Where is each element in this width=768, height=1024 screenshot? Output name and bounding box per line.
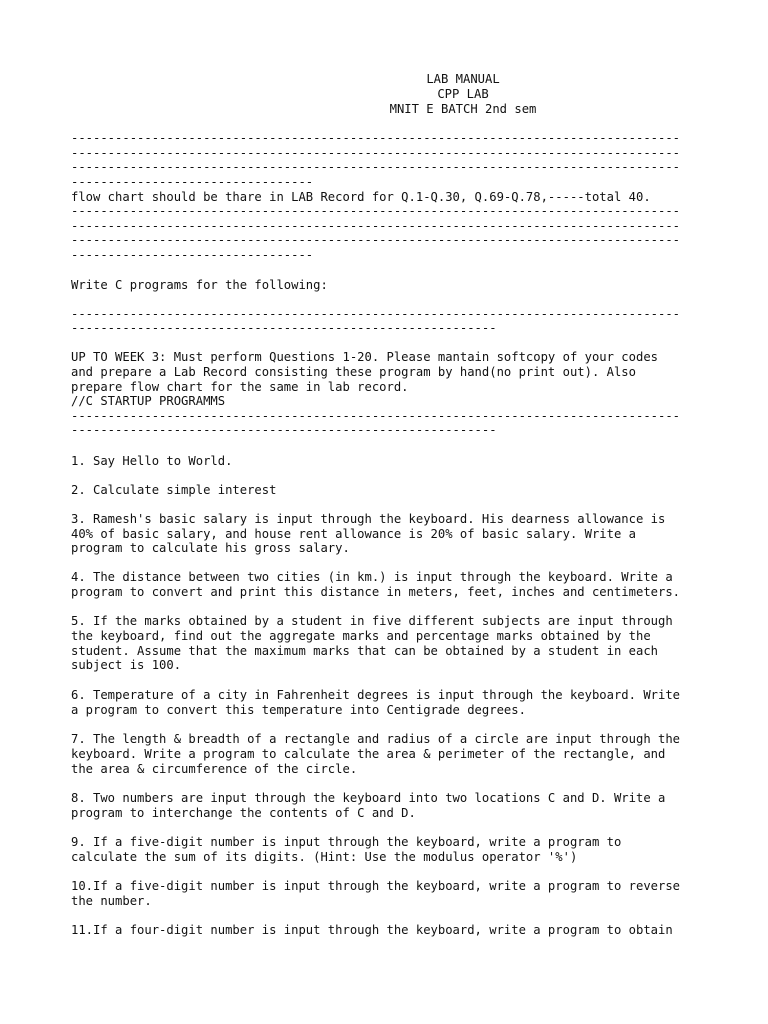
dash-separator: ----------------------------------------------------------------------------------- xyxy=(71,219,681,233)
question-4-line: program to convert and print this distance in meters, feet, inches and centimeters. xyxy=(71,585,681,599)
question-7-line: the area & circumference of the circle. xyxy=(71,762,358,776)
title-line-2: CPP LAB xyxy=(437,87,489,101)
dash-separator: ---------------------------------------------------------- xyxy=(71,423,497,437)
question-10-line: 10.If a five-digit number is input through the keyboard, write a program to reverse xyxy=(71,879,681,893)
question-7-line: 7. The length & breadth of a rectangle and radius of a circle are input through the xyxy=(71,732,681,746)
question-8-line: program to interchange the contents of C and D. xyxy=(71,806,416,820)
week-instruction-line: and prepare a Lab Record consisting these program by hand(no print out). Also xyxy=(71,365,636,379)
question-5-line: 5. If the marks obtained by a student in five different subjects are input through xyxy=(71,614,673,628)
question-5-line: the keyboard, find out the aggregate marks and percentage marks obtained by the xyxy=(71,629,651,643)
dash-separator: --------------------------------- xyxy=(71,248,314,262)
question-10-line: the number. xyxy=(71,894,152,908)
flow-chart-note: flow chart should be thare in LAB Record for Q.1-Q.30, Q.69-Q.78,-----total 40. xyxy=(71,190,651,204)
question-5-line: subject is 100. xyxy=(71,658,182,672)
question-4-line: 4. The distance between two cities (in km.) is input through the keyboard. Write a xyxy=(71,570,673,584)
question-9-line: calculate the sum of its digits. (Hint: Use the modulus operator '%') xyxy=(71,850,578,864)
week-instruction-line: prepare flow chart for the same in lab record. xyxy=(71,380,409,394)
title-line-3: MNIT E BATCH 2nd sem xyxy=(389,102,537,116)
question-8-line: 8. Two numbers are input through the keyboard into two locations C and D. Write a xyxy=(71,791,666,805)
question-6-line: a program to convert this temperature into Centigrade degrees. xyxy=(71,703,526,717)
section-heading: //C STARTUP PROGRAMMS xyxy=(71,394,226,408)
dash-separator: ----------------------------------------------------------------------------------- xyxy=(71,307,681,321)
question-6-line: 6. Temperature of a city in Fahrenheit degrees is input through the keyboard. Write xyxy=(71,688,681,702)
question-1: 1. Say Hello to World. xyxy=(71,454,233,468)
title-line-1: LAB MANUAL xyxy=(426,72,500,86)
week-instruction-line: UP TO WEEK 3: Must perform Questions 1-20. Please mantain softcopy of your codes xyxy=(71,350,658,364)
dash-separator: ----------------------------------------------------------------------------------- xyxy=(71,146,681,160)
question-3-line: program to calculate his gross salary. xyxy=(71,541,350,555)
dash-separator: ---------------------------------------------------------- xyxy=(71,321,497,335)
question-9-line: 9. If a five-digit number is input through the keyboard, write a program to xyxy=(71,835,622,849)
write-programs-heading: Write C programs for the following: xyxy=(71,278,328,292)
dash-separator: ----------------------------------------------------------------------------------- xyxy=(71,409,681,423)
dash-separator: ----------------------------------------------------------------------------------- xyxy=(71,160,681,174)
dash-separator: ----------------------------------------------------------------------------------- xyxy=(71,233,681,247)
dash-separator: ----------------------------------------------------------------------------------- xyxy=(71,204,681,218)
question-7-line: keyboard. Write a program to calculate the area & perimeter of the rectangle, and xyxy=(71,747,666,761)
question-5-line: student. Assume that the maximum marks that can be obtained by a student in each xyxy=(71,644,658,658)
question-3-line: 3. Ramesh's basic salary is input through the keyboard. His dearness allowance is xyxy=(71,512,666,526)
question-2: 2. Calculate simple interest xyxy=(71,483,277,497)
dash-separator: ----------------------------------------------------------------------------------- xyxy=(71,131,681,145)
question-11-line: 11.If a four-digit number is input through the keyboard, write a program to obtain xyxy=(71,923,673,937)
question-3-line: 40% of basic salary, and house rent allowance is 20% of basic salary. Write a xyxy=(71,527,636,541)
dash-separator: --------------------------------- xyxy=(71,175,314,189)
